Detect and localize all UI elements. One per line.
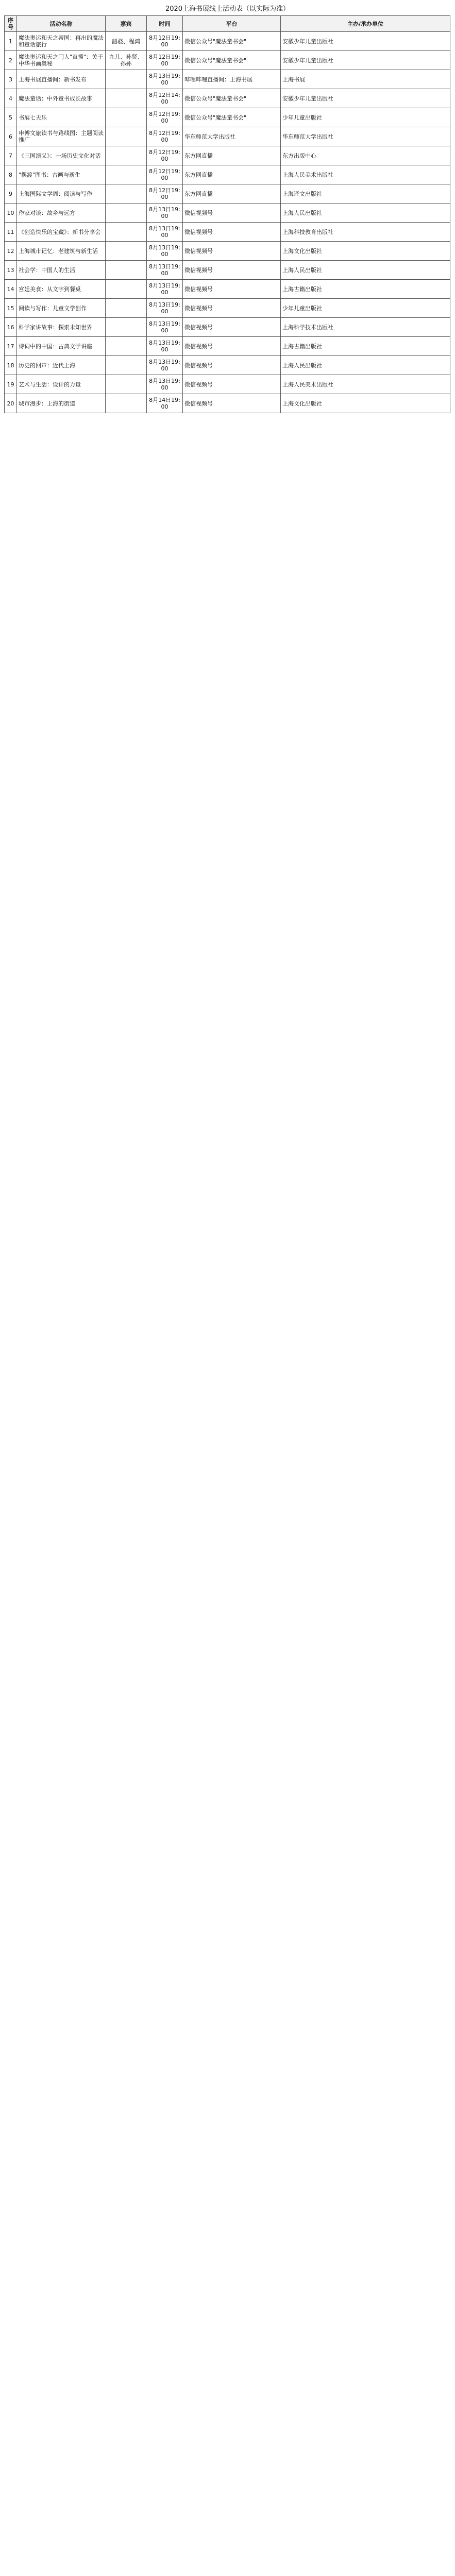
- cell-guest: [106, 204, 147, 223]
- cell-guest: 韶骁、程鸿: [106, 32, 147, 51]
- cell-activity: 上海书展直播间：新书发布: [17, 70, 106, 89]
- cell-no: 17: [5, 337, 17, 356]
- header-guest: 嘉宾: [106, 16, 147, 32]
- table-row: [5, 51, 450, 70]
- cell-no: 12: [5, 242, 17, 261]
- table-row: [5, 146, 450, 165]
- cell-time: 8月12日19:00: [147, 184, 183, 204]
- cell-platform: 微信视频号: [183, 356, 281, 375]
- header-time: 时间: [147, 16, 183, 32]
- cell-organizer: 安徽少年儿童出版社: [281, 51, 450, 70]
- cell-organizer: 少年儿童出版社: [281, 108, 450, 127]
- cell-platform: 微信公众号"魔法童书会": [183, 32, 281, 51]
- cell-no: 5: [5, 108, 17, 127]
- table-row: [5, 337, 450, 356]
- cell-time: 8月12日19:00: [147, 32, 183, 51]
- cell-no: 6: [5, 127, 17, 146]
- cell-guest: [106, 223, 147, 242]
- cell-activity: 魔法童话：中外童书成长故事: [17, 89, 106, 108]
- cell-platform: 华东师范大学出版社: [183, 127, 281, 146]
- cell-organizer: 上海人民出版社: [281, 204, 450, 223]
- cell-organizer: 上海文化出版社: [281, 394, 450, 413]
- cell-organizer: 少年儿童出版社: [281, 299, 450, 318]
- page-title: 2020上海书展线上活动表（以实际为准）: [165, 5, 290, 13]
- cell-time: 8月13日19:00: [147, 375, 183, 394]
- table-row: [5, 223, 450, 242]
- cell-time: 8月13日19:00: [147, 299, 183, 318]
- cell-activity: 阅读与写作：儿童文学创作: [17, 299, 106, 318]
- cell-no: 9: [5, 184, 17, 204]
- cell-no: 3: [5, 70, 17, 89]
- cell-time: 8月12日14:00: [147, 89, 183, 108]
- cell-activity: 诗词中的中国：古典文学讲座: [17, 337, 106, 356]
- header-platform: 平台: [183, 16, 281, 32]
- cell-activity: "摆渡"图书：古画与新生: [17, 165, 106, 184]
- table-row: [5, 184, 450, 204]
- schedule-table: [4, 15, 450, 413]
- cell-no: 4: [5, 89, 17, 108]
- cell-no: 10: [5, 204, 17, 223]
- cell-platform: 微信公众号"魔法童书会": [183, 89, 281, 108]
- cell-guest: [106, 146, 147, 165]
- cell-time: 8月13日19:00: [147, 337, 183, 356]
- cell-platform: 微信公众号"魔法童书会": [183, 108, 281, 127]
- cell-activity: 《三国演义》：一场历史文化对话: [17, 146, 106, 165]
- cell-time: 8月13日19:00: [147, 242, 183, 261]
- table-row: [5, 394, 450, 413]
- cell-guest: [106, 70, 147, 89]
- cell-platform: 微信视频号: [183, 375, 281, 394]
- cell-platform: 微信公众号"魔法童书会": [183, 51, 281, 70]
- cell-no: 1: [5, 32, 17, 51]
- table-row: [5, 70, 450, 89]
- cell-activity: 城市漫步：上海的街道: [17, 394, 106, 413]
- table-row: [5, 108, 450, 127]
- cell-time: 8月12日19:00: [147, 108, 183, 127]
- cell-organizer: 上海译文出版社: [281, 184, 450, 204]
- cell-activity: 申博文旅读书与路线图：主题阅读推广: [17, 127, 106, 146]
- table-row: [5, 299, 450, 318]
- cell-platform: 微信视频号: [183, 280, 281, 299]
- table-row: [5, 356, 450, 375]
- cell-no: 18: [5, 356, 17, 375]
- table-row: [5, 204, 450, 223]
- cell-time: 8月13日19:00: [147, 70, 183, 89]
- cell-organizer: 上海文化出版社: [281, 242, 450, 261]
- header-row: [5, 16, 450, 32]
- cell-guest: [106, 299, 147, 318]
- cell-activity: 社会学：中国人的生活: [17, 261, 106, 280]
- cell-platform: 东方网直播: [183, 184, 281, 204]
- cell-platform: 微信视频号: [183, 337, 281, 356]
- cell-organizer: 上海人民美术出版社: [281, 165, 450, 184]
- cell-activity: 书展七天乐: [17, 108, 106, 127]
- table-row: [5, 32, 450, 51]
- cell-activity: 魔法奥运和天之蒂国：再出的魔法和童话旅行: [17, 32, 106, 51]
- cell-platform: 东方网直播: [183, 146, 281, 165]
- cell-activity: 历史的回声：近代上海: [17, 356, 106, 375]
- cell-guest: [106, 89, 147, 108]
- cell-activity: 科学家讲故事：探索未知世界: [17, 318, 106, 337]
- cell-platform: 哔哩哔哩直播间：上海书展: [183, 70, 281, 89]
- cell-guest: [106, 165, 147, 184]
- header-no: 序号: [5, 16, 17, 32]
- cell-guest: [106, 127, 147, 146]
- cell-no: 13: [5, 261, 17, 280]
- header-organizer: 主办/承办单位: [281, 16, 450, 32]
- cell-no: 14: [5, 280, 17, 299]
- cell-guest: [106, 375, 147, 394]
- cell-no: 16: [5, 318, 17, 337]
- table-body: [5, 32, 450, 413]
- cell-organizer: 上海科技教育出版社: [281, 223, 450, 242]
- cell-organizer: 上海人民出版社: [281, 356, 450, 375]
- cell-platform: 东方网直播: [183, 165, 281, 184]
- cell-organizer: 上海科学技术出版社: [281, 318, 450, 337]
- cell-time: 8月12日19:00: [147, 127, 183, 146]
- cell-organizer: 上海人民出版社: [281, 261, 450, 280]
- table-row: [5, 280, 450, 299]
- cell-platform: 微信视频号: [183, 318, 281, 337]
- cell-time: 8月12日19:00: [147, 51, 183, 70]
- cell-platform: 微信视频号: [183, 299, 281, 318]
- cell-organizer: 安徽少年儿童出版社: [281, 89, 450, 108]
- table-row: [5, 318, 450, 337]
- cell-activity: 艺术与生活：设计的力量: [17, 375, 106, 394]
- cell-time: 8月13日19:00: [147, 261, 183, 280]
- cell-platform: 微信视频号: [183, 394, 281, 413]
- cell-activity: 上海国际文学周：阅读与写作: [17, 184, 106, 204]
- cell-no: 7: [5, 146, 17, 165]
- cell-activity: 《创造快乐的宝藏》：新书分享会: [17, 223, 106, 242]
- cell-time: 8月12日19:00: [147, 146, 183, 165]
- cell-organizer: 上海人民美术出版社: [281, 375, 450, 394]
- cell-platform: 微信视频号: [183, 204, 281, 223]
- cell-organizer: 上海古籍出版社: [281, 337, 450, 356]
- cell-time: 8月13日19:00: [147, 318, 183, 337]
- cell-activity: 宫廷美食：从文字到餐桌: [17, 280, 106, 299]
- cell-time: 8月12日19:00: [147, 165, 183, 184]
- cell-no: 8: [5, 165, 17, 184]
- cell-organizer: 东方出版中心: [281, 146, 450, 165]
- cell-organizer: 上海古籍出版社: [281, 280, 450, 299]
- table-row: [5, 127, 450, 146]
- cell-guest: 九儿、孙贤、孙孙: [106, 51, 147, 70]
- cell-guest: [106, 184, 147, 204]
- cell-no: 19: [5, 375, 17, 394]
- cell-organizer: 华东师范大学出版社: [281, 127, 450, 146]
- cell-no: 15: [5, 299, 17, 318]
- table-row: [5, 261, 450, 280]
- cell-time: 8月13日19:00: [147, 204, 183, 223]
- cell-time: 8月13日19:00: [147, 356, 183, 375]
- cell-guest: [106, 108, 147, 127]
- cell-time: 8月13日19:00: [147, 280, 183, 299]
- table-row: [5, 242, 450, 261]
- header-activity: 活动名称: [17, 16, 106, 32]
- cell-time: 8月14日19:00: [147, 394, 183, 413]
- table-row: [5, 89, 450, 108]
- cell-guest: [106, 242, 147, 261]
- cell-guest: [106, 394, 147, 413]
- cell-guest: [106, 261, 147, 280]
- table-row: [5, 375, 450, 394]
- cell-guest: [106, 280, 147, 299]
- cell-no: 11: [5, 223, 17, 242]
- cell-no: 2: [5, 51, 17, 70]
- cell-organizer: 安徽少年儿童出版社: [281, 32, 450, 51]
- cell-guest: [106, 337, 147, 356]
- cell-platform: 微信视频号: [183, 223, 281, 242]
- cell-guest: [106, 318, 147, 337]
- cell-activity: 作家对谈：故乡与远方: [17, 204, 106, 223]
- cell-no: 20: [5, 394, 17, 413]
- cell-platform: 微信视频号: [183, 242, 281, 261]
- cell-platform: 微信视频号: [183, 261, 281, 280]
- cell-activity: 魔法奥运和天之门人"直播"：关于中华书画奥秘: [17, 51, 106, 70]
- table-row: [5, 165, 450, 184]
- cell-guest: [106, 356, 147, 375]
- cell-time: 8月13日19:00: [147, 223, 183, 242]
- cell-organizer: 上海书展: [281, 70, 450, 89]
- cell-activity: 上海城市记忆：老建筑与新生活: [17, 242, 106, 261]
